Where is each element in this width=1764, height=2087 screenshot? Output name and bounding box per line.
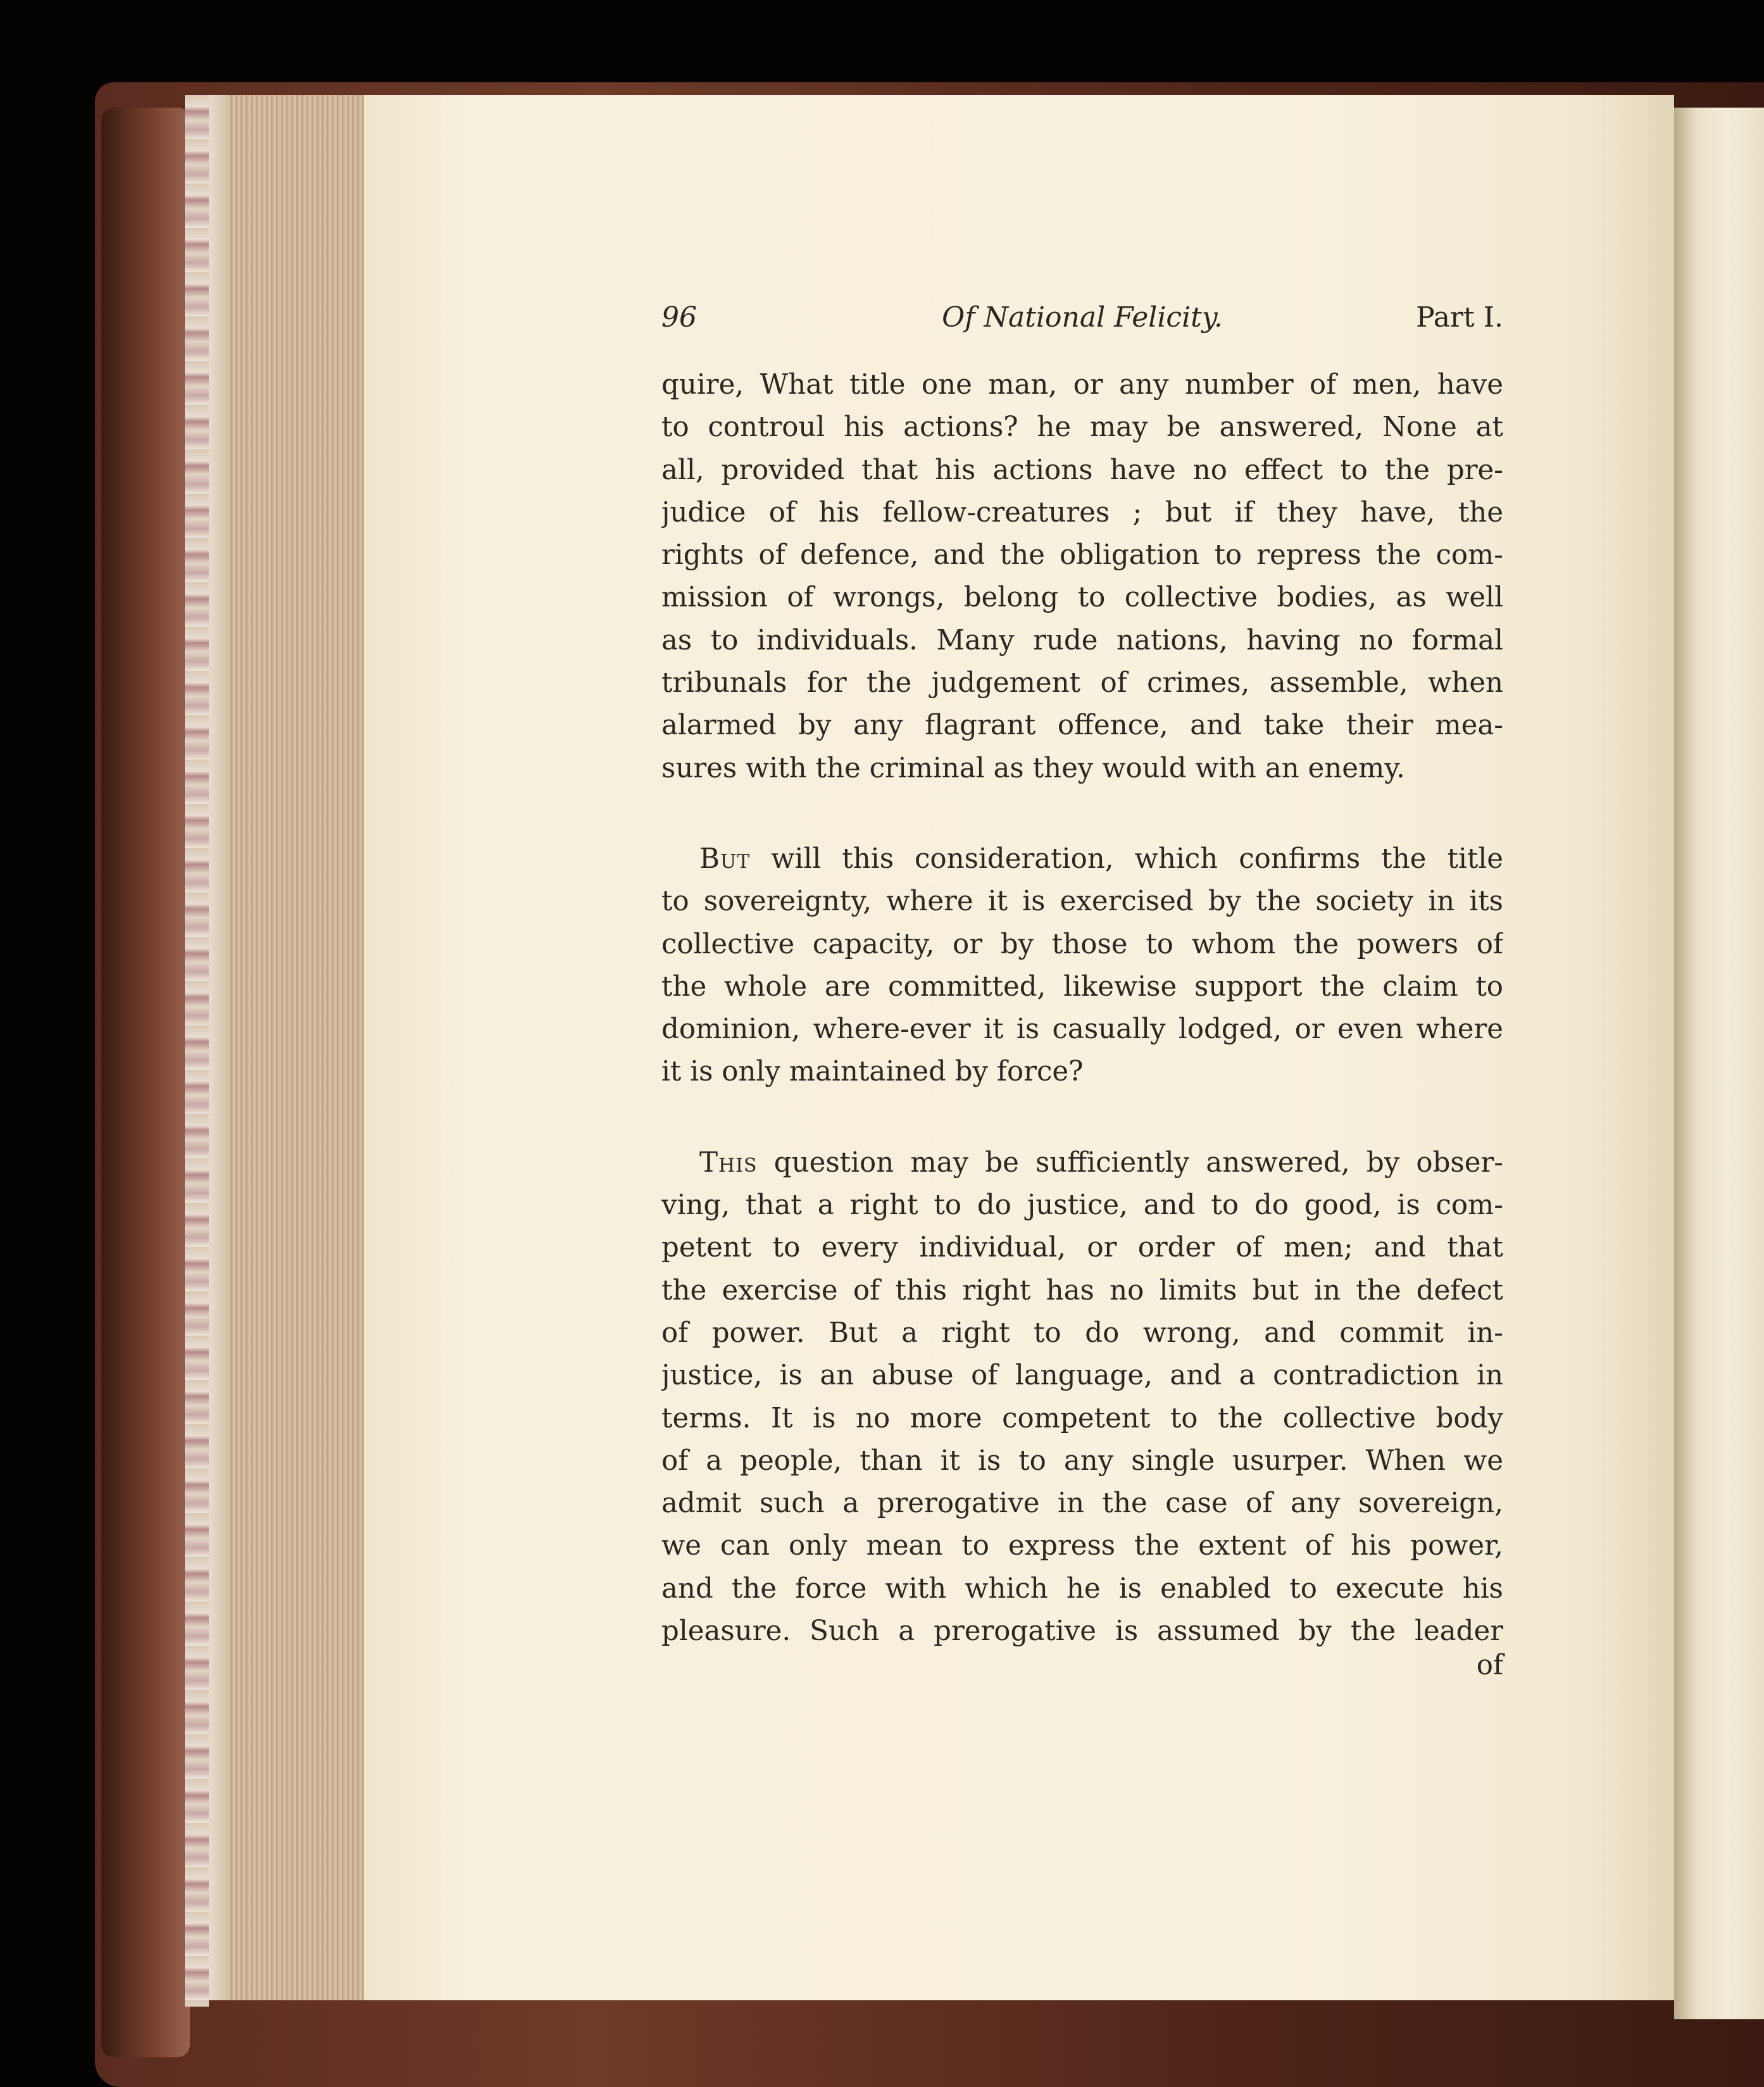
text-line: admit such a prerogative in the case of any sovereign, [661,1488,1503,1520]
text-line [661,1142,1503,1184]
text-line: to controul his actions? he may be answered, None at [661,411,1503,444]
text-line: sures with the criminal as they would with an enemy. [661,752,1405,784]
text-line: it is only maintained by force? [661,1056,1084,1088]
text-line: dominion, where-ever it is casually lodged, or even where [661,1013,1503,1046]
text-line: as to individuals. Many rude nations, having no formal [661,624,1503,656]
text-line: the whole are committed, likewise support the claim to [661,970,1503,1003]
text-line: pleasure. Such a prerogative is assumed by the leader [661,1615,1503,1648]
lead-word: This [699,1146,758,1179]
text-line: to sovereignty, where it is exercised by the society in its [661,886,1503,918]
marbled-endpaper [185,95,209,2007]
page-edges [228,95,367,2000]
text-line: of power. But a right to do wrong, and commit in- [661,1317,1503,1349]
text-line: rights of defence, and the obligation to repress the com- [661,539,1503,572]
catchword: of [1476,1650,1503,1682]
text-line: we can only mean to express the extent of his power, [661,1530,1503,1562]
text-line: all, provided that his actions have no effect to the pre- [661,454,1503,486]
page-number: 96 [661,301,697,334]
text-line: terms. It is no more competent to the collective body [661,1402,1503,1434]
text-line: and the force with which he is enabled to execute his [661,1572,1503,1605]
text-line: tribunals for the judgement of crimes, assemble, when [661,667,1503,699]
text-line: petent to every individual, or order of men; and that [661,1232,1503,1264]
text-line: mission of wrongs, belong to collective bodies, as well [661,582,1503,614]
text-line: quire, What title one man, or any number of men, have [661,369,1503,401]
text-line: judice of his fellow-creatures ; but if they have, the [661,496,1503,529]
text-line [661,838,1503,881]
text-line: justice, is an abuse of language, and a contradiction in [661,1360,1503,1392]
text-line: of a people, than it is to any single usurper. When we [661,1445,1503,1477]
running-header [661,298,1503,348]
lead-word: But [699,843,751,875]
line-rest: question may be sufficiently answered, by obser- [757,1146,1503,1179]
paragraph-2 [661,838,1503,1094]
text-line: alarmed by any flagrant offence, and take their mea- [661,710,1503,742]
facing-page-edge [1674,108,1764,2019]
paragraph-3 [661,1142,1503,1653]
line-rest: will this consideration, which confirms the title [750,843,1503,875]
paragraph-1 [661,364,1503,790]
part-label: Part I. [1416,301,1503,334]
body-text [661,364,1503,1691]
text-line: collective capacity, or by those to whom the powers of [661,928,1503,960]
cover-edge [101,108,190,2057]
text-line: the exercise of this right has no limits but in the defect [661,1274,1503,1307]
text-line: ving, that a right to do justice, and to do good, is com- [661,1189,1503,1222]
running-title: Of National Felicity. [942,301,1223,334]
